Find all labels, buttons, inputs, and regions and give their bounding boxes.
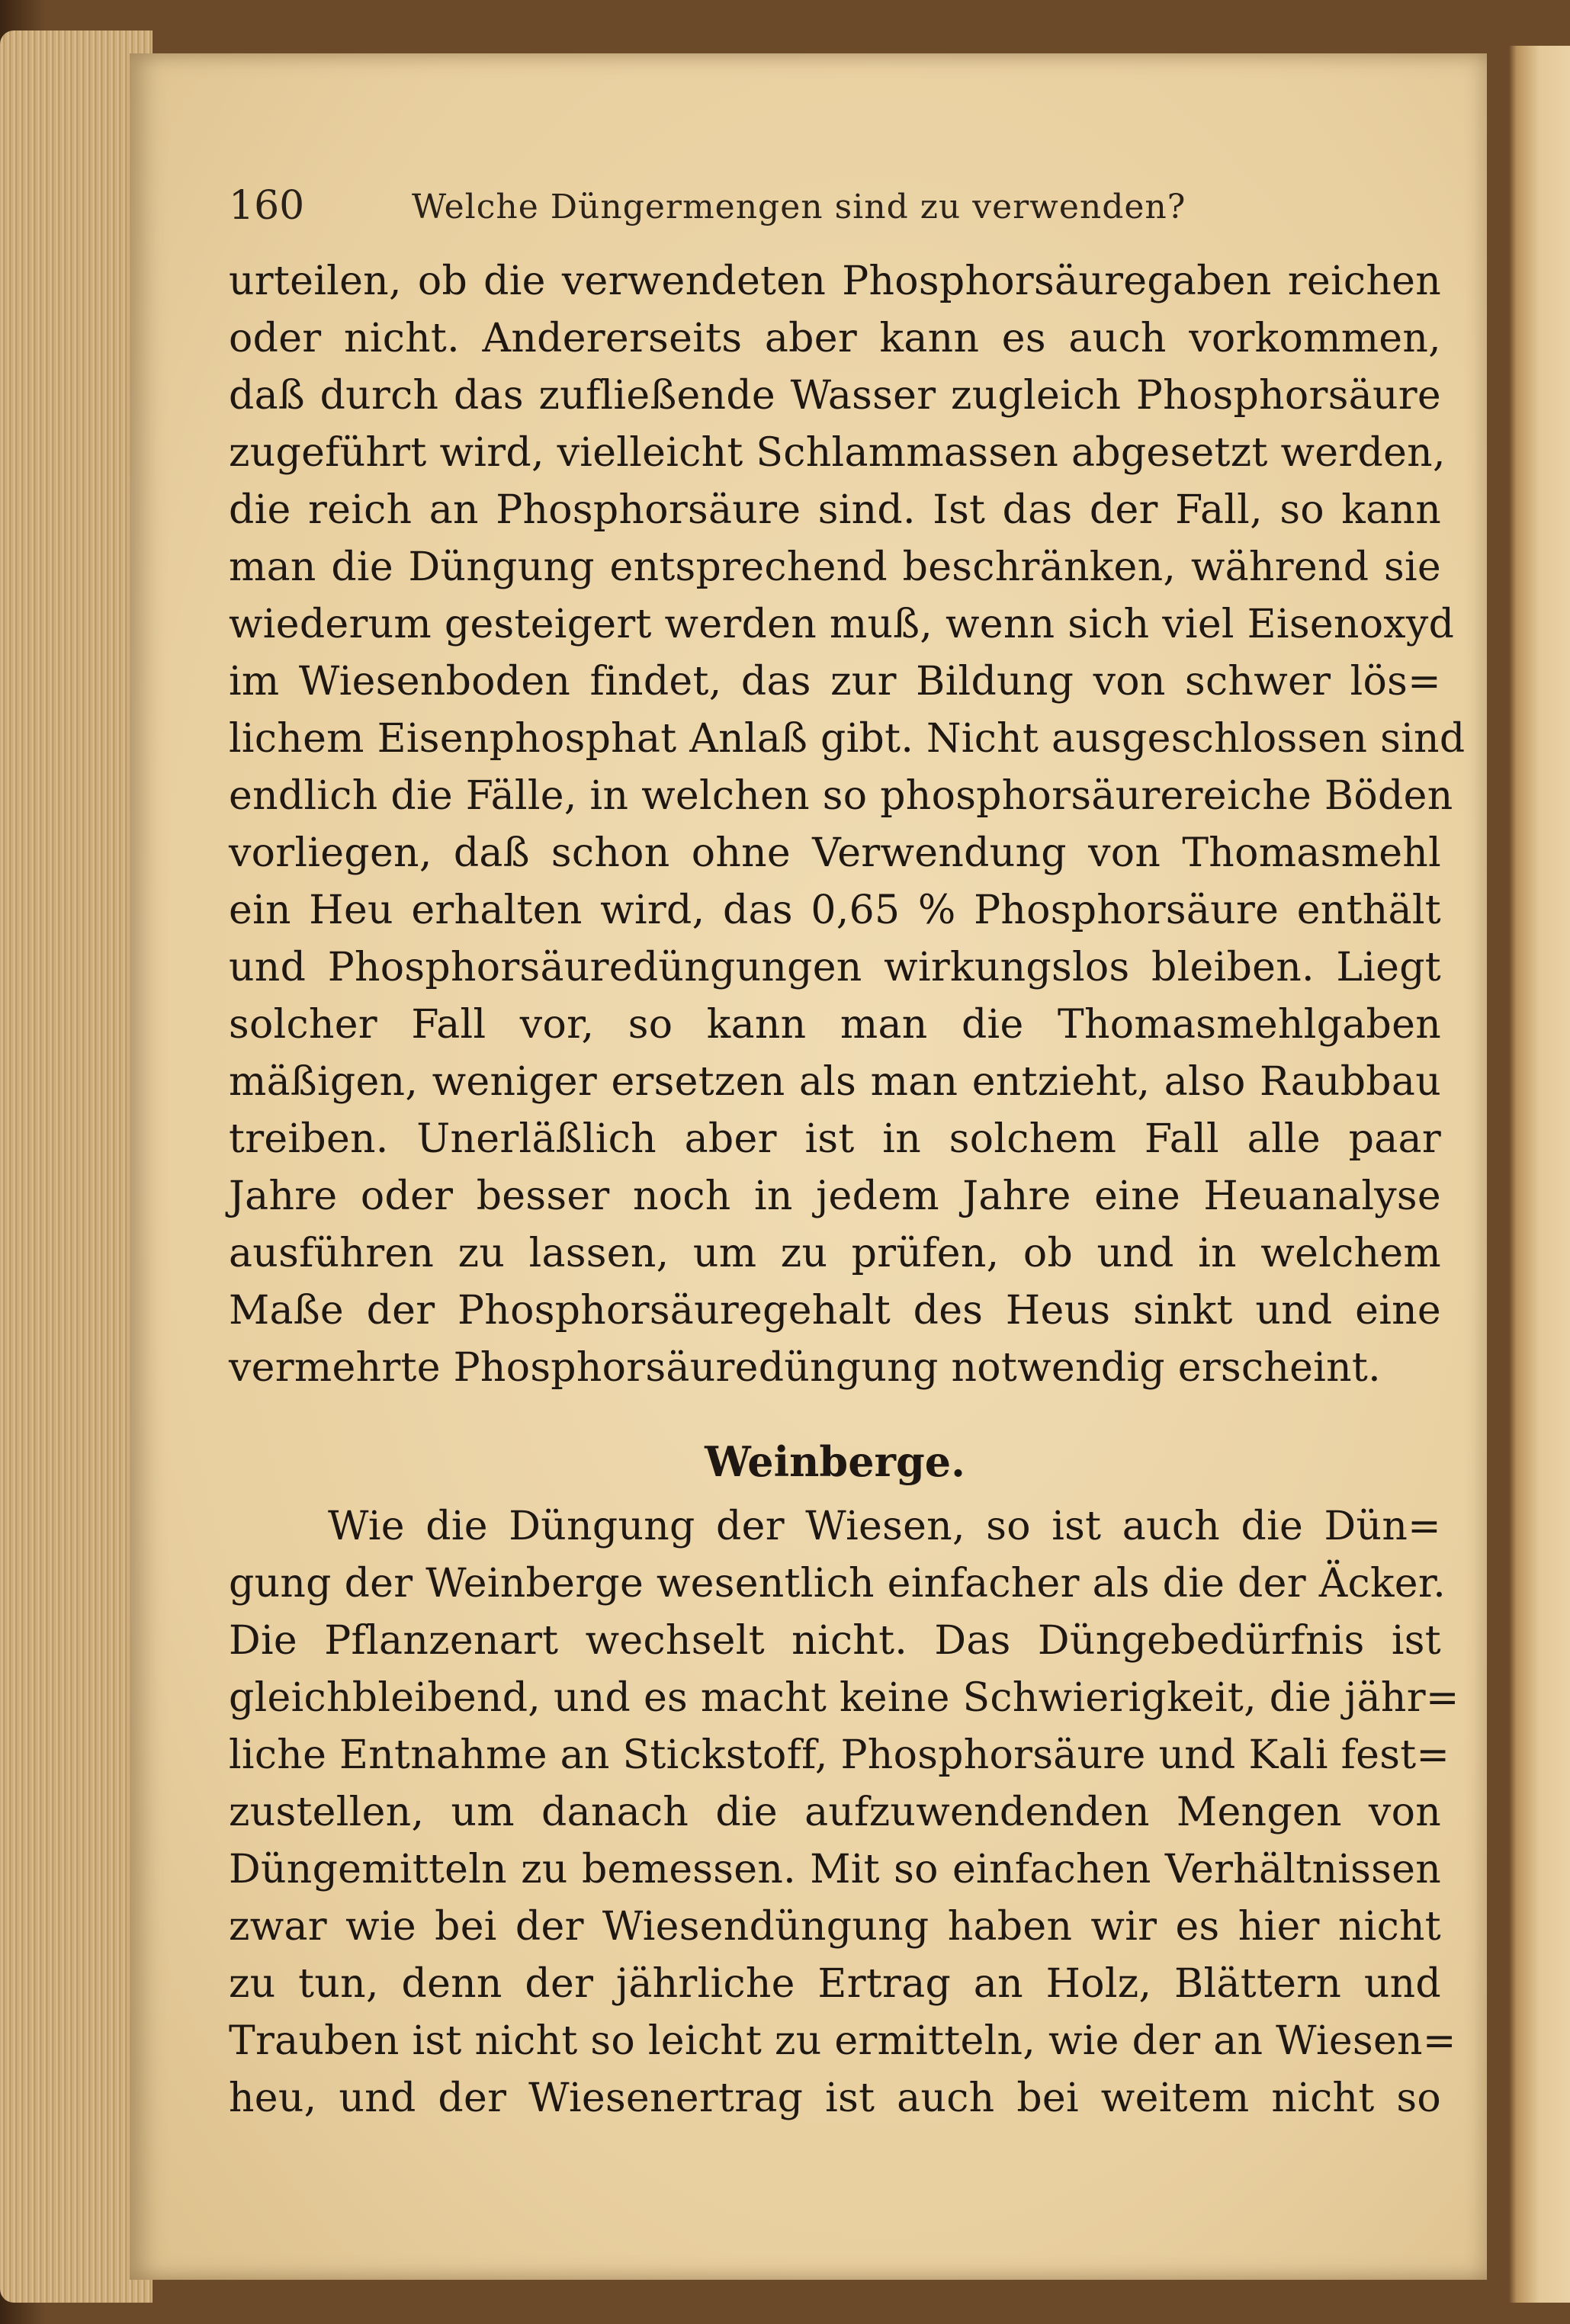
text-line: und Phosphorsäuredüngungen wirkungslos bleiben. Liegt bbox=[229, 945, 1441, 990]
text-line: urteilen, ob die verwendeten Phosphorsäuregaben reichen bbox=[229, 258, 1441, 304]
text-line: wiederum gesteigert werden muß, wenn sich viel Eisenoxyd bbox=[229, 602, 1455, 647]
text-line: liche Entnahme an Stickstoff, Phosphorsäure und Kali fest= bbox=[229, 1732, 1450, 1778]
text-line: daß durch das zufließende Wasser zugleich Phosphorsäure bbox=[229, 373, 1441, 419]
text-line: oder nicht. Andererseits aber kann es auch vorkommen, bbox=[229, 316, 1441, 361]
page-number: 160 bbox=[229, 183, 305, 229]
section-heading: Weinberge. bbox=[705, 1437, 965, 1486]
text-line: Wie die Düngung der Wiesen, so ist auch die Dün= bbox=[328, 1504, 1441, 1549]
text-line: zwar wie bei der Wiesendüngung haben wir es hier nicht bbox=[229, 1904, 1441, 1950]
text-line: Jahre oder besser noch in jedem Jahre eine Heuanalyse bbox=[229, 1173, 1441, 1219]
text-line: vorliegen, daß schon ohne Verwendung von Thomasmehl bbox=[229, 830, 1441, 876]
text-line: vermehrte Phosphorsäuredüngung notwendig erscheint. bbox=[229, 1345, 1381, 1391]
paragraph-1 bbox=[229, 253, 1466, 1397]
text-line: im Wiesenboden findet, das zur Bildung von schwer lös= bbox=[229, 659, 1441, 705]
text-line: die reich an Phosphorsäure sind. Ist das der Fall, so kann bbox=[229, 487, 1441, 533]
text-line: heu, und der Wiesenertrag ist auch bei weitem nicht so bbox=[229, 2075, 1441, 2121]
text-line: ausführen zu lassen, um zu prüfen, ob und in welchem bbox=[229, 1231, 1441, 1276]
text-line: man die Düngung entsprechend beschränken, während sie bbox=[229, 544, 1441, 590]
text-line: lichem Eisenphosphat Anlaß gibt. Nicht ausgeschlossen sind bbox=[229, 716, 1466, 762]
text-line: Maße der Phosphorsäuregehalt des Heus sinkt und eine bbox=[229, 1288, 1441, 1334]
text-line: endlich die Fälle, in welchen so phosphorsäurereiche Böden bbox=[229, 773, 1453, 819]
book-page bbox=[130, 53, 1487, 2280]
text-line: solcher Fall vor, so kann man die Thomasmehlgaben bbox=[229, 1002, 1441, 1048]
text-line: gleichbleibend, und es macht keine Schwierigkeit, die jähr= bbox=[229, 1675, 1459, 1721]
facing-page-edge bbox=[1509, 46, 1570, 2303]
text-line: mäßigen, weniger ersetzen als man entzieht, also Raubbau bbox=[229, 1059, 1441, 1105]
paragraph-2 bbox=[229, 1498, 1459, 2127]
text-line: treiben. Unerläßlich aber ist in solchem Fall alle paar bbox=[229, 1116, 1441, 1162]
text-line: Die Pflanzenart wechselt nicht. Das Düngebedürfnis ist bbox=[229, 1618, 1441, 1664]
text-line: gung der Weinberge wesentlich einfacher als die der Äcker. bbox=[229, 1561, 1446, 1607]
body-text bbox=[229, 253, 1466, 2127]
running-head: Welche Düngermengen sind zu verwenden? bbox=[412, 188, 1186, 226]
page-header bbox=[229, 183, 1434, 244]
text-line: Trauben ist nicht so leicht zu ermitteln, wie der an Wiesen= bbox=[229, 2018, 1456, 2064]
text-line: Düngemitteln zu bemessen. Mit so einfachen Verhältnissen bbox=[229, 1847, 1441, 1892]
text-line: zustellen, um danach die aufzuwendenden Mengen von bbox=[229, 1790, 1441, 1835]
text-line: zu tun, denn der jährliche Ertrag an Holz, Blättern und bbox=[229, 1961, 1441, 2007]
text-line: ein Heu erhalten wird, das 0,65 % Phosphorsäure enthält bbox=[229, 888, 1441, 933]
text-line: zugeführt wird, vielleicht Schlammassen abgesetzt werden, bbox=[229, 430, 1446, 476]
